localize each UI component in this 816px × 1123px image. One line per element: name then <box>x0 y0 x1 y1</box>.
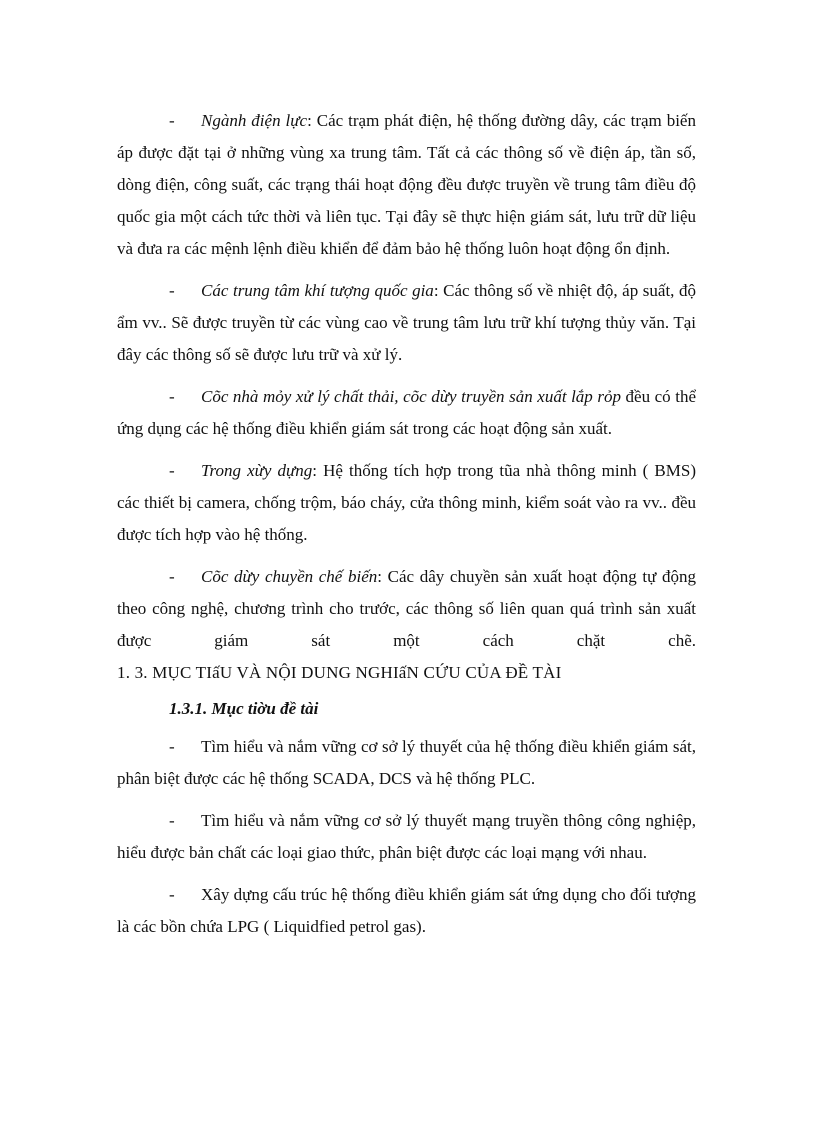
bullet-dash: - <box>169 387 175 406</box>
objective-paragraph-industrial-networks <box>117 805 696 869</box>
bullet-text: : Các trạm phát điện, hệ thống đường dây, các trạm biến áp được đặt tại ở những vùng xa trung tâm. Tất cả các thông số về điện áp, tần số, dòng điện, công suất, các trạng thái hoạt động đều được truyền về trung tâm điều độ quốc gia một cách tức thời và liên tục. Tại đây sẽ thực hiện giám sát, lưu trữ dữ liệu và đưa ra các mệnh lệnh điều khiển để đảm bảo hệ thống luôn hoạt động ổn định. <box>117 111 696 258</box>
bullet-dash: - <box>169 111 175 130</box>
bullet-text: : Các thông số về nhiệt độ, áp suất, độ ẩm vv.. Sẽ được truyền từ các vùng cao về trung tâm lưu trữ khí tượng thủy văn. Tại đây các thông số sẽ được lưu trữ và xử lý. <box>117 281 696 364</box>
bullet-paragraph-power-sector <box>117 105 696 265</box>
bullet-paragraph-processing-lines <box>117 561 696 657</box>
bullet-dash: - <box>169 461 175 480</box>
bullet-text: Tìm hiểu và nắm vững cơ sở lý thuyết mạng truyền thông công nghiệp, hiểu được bản chất các loại giao thức, phân biệt được các loại mạng với nhau. <box>117 811 696 862</box>
bullet-lead: Cõc nhà mỏy xử lý chất thải, cõc dừy truyền sản xuất lắp rỏp <box>201 387 621 406</box>
bullet-text: Tìm hiểu và nắm vững cơ sở lý thuyết của hệ thống điều khiển giám sát, phân biệt được các hệ thống SCADA, DCS và hệ thống PLC. <box>117 737 696 788</box>
bullet-lead: Các trung tâm khí tượng quốc gia <box>201 281 434 300</box>
objective-paragraph-control-systems <box>117 731 696 795</box>
bullet-dash: - <box>169 567 175 586</box>
bullet-dash: - <box>169 281 175 300</box>
bullet-lead: Trong xừy dựng <box>201 461 313 480</box>
bullet-dash: - <box>169 811 175 830</box>
bullet-dash: - <box>169 737 175 756</box>
objective-paragraph-lpg-system <box>117 879 696 943</box>
bullet-lead: Cõc dừy chuyền chế biến <box>201 567 378 586</box>
section-heading: 1. 3. MỤC TIấU VÀ NỘI DUNG NGHIấN CỨU CỦA ĐỀ TÀI <box>117 663 562 682</box>
bullet-paragraph-factories <box>117 381 696 445</box>
bullet-paragraph-meteorology <box>117 275 696 371</box>
document-body <box>117 105 696 953</box>
bullet-lead: Ngành điện lực <box>201 111 308 130</box>
subsection-heading: 1.3.1. Mục tiờu đề tài <box>169 699 319 718</box>
bullet-text: Xây dựng cấu trúc hệ thống điều khiển giám sát ứng dụng cho đối tượng là các bồn chứa LPG ( Liquidfied petrol gas). <box>117 885 696 936</box>
bullet-text: : Các dây chuyền sản xuất hoạt động tự động theo công nghệ, chương trình cho trước, các thông số liên quan quá trình sản xuất được giám sát một cách chặt chẽ. <box>117 567 696 650</box>
bullet-dash: - <box>169 885 175 904</box>
bullet-text: đều có thể ứng dụng các hệ thống điều khiển giám sát trong các hoạt động sản xuất. <box>117 387 696 438</box>
bullet-paragraph-construction <box>117 455 696 551</box>
bullet-text: : Hệ thống tích hợp trong tũa nhà thông minh ( BMS) các thiết bị camera, chống trộm, báo cháy, cửa thông minh, kiểm soát vào ra vv.. đều được tích hợp vào hệ thống. <box>117 461 696 544</box>
